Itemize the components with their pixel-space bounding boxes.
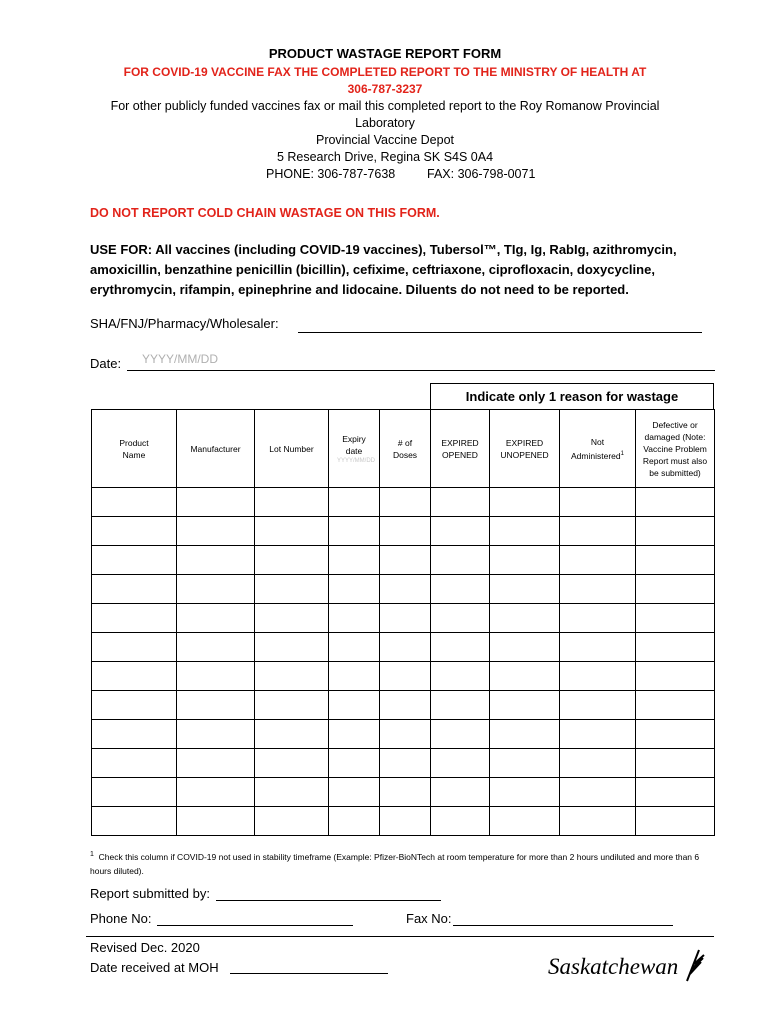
table-cell[interactable] [431,807,490,836]
table-cell[interactable] [431,575,490,604]
col-expired-unopened: EXPIRED UNOPENED [490,410,560,488]
fax-no-label: Fax No: [406,911,452,926]
table-cell[interactable] [636,575,715,604]
col-not-administered [560,410,636,488]
table-cell[interactable] [380,488,431,517]
table-cell[interactable] [92,575,177,604]
sha-input[interactable] [298,315,702,333]
table-cell[interactable] [560,575,636,604]
not-administered-footnote-ref: 1 [620,450,624,457]
table-cell[interactable] [490,546,560,575]
table-cell[interactable] [431,633,490,662]
footnote [90,848,720,878]
table-cell[interactable] [431,604,490,633]
table-cell[interactable] [92,604,177,633]
table-cell[interactable] [380,575,431,604]
table-cell[interactable] [255,691,329,720]
table-cell[interactable] [636,749,715,778]
table-cell[interactable] [431,517,490,546]
col-expired-opened: EXPIRED OPENED [431,410,490,488]
col-product-name: Product Name [92,410,177,488]
table-cell[interactable] [490,633,560,662]
table-cell[interactable] [255,546,329,575]
form-title: PRODUCT WASTAGE REPORT FORM [268,46,502,61]
table-row [92,517,715,546]
table-cell[interactable] [490,807,560,836]
wheat-icon [685,948,707,982]
table-cell[interactable] [255,662,329,691]
depot-fax: FAX: 306-798-0071 [427,167,536,181]
table-cell[interactable] [560,720,636,749]
table-cell[interactable] [329,546,380,575]
table-cell[interactable] [431,749,490,778]
table-cell[interactable] [490,778,560,807]
table-cell[interactable] [255,807,329,836]
cold-chain-warning: DO NOT REPORT COLD CHAIN WASTAGE ON THIS FORM. [90,206,440,220]
table-cell[interactable] [490,749,560,778]
table-cell[interactable] [92,807,177,836]
table-cell[interactable] [177,633,255,662]
depot-phone: PHONE: 306-787-7638 [266,167,396,181]
table-cell[interactable] [255,575,329,604]
table-cell[interactable] [636,517,715,546]
table-cell[interactable] [636,546,715,575]
table-cell[interactable] [380,807,431,836]
table-cell[interactable] [636,807,715,836]
table-cell[interactable] [329,691,380,720]
table-cell[interactable] [255,488,329,517]
table-cell[interactable] [177,575,255,604]
table-cell[interactable] [636,488,715,517]
table-cell[interactable] [560,488,636,517]
col-lot-number: Lot Number [255,410,329,488]
table-row [92,633,715,662]
other-vaccines-instruction: For other publicly funded vaccines fax or mail this completed report to the Roy Romanow Provincial [110,99,660,113]
table-cell[interactable] [560,691,636,720]
table-cell[interactable] [636,720,715,749]
use-for-text: USE FOR: All vaccines (including COVID-19 vaccines), Tubersol™, TIg, Ig, RabIg, azithromycin, amoxicillin, benzathine penicillin (bicillin), cefixime, ceftriaxone, ciprofloxacin, doxycycline, erythromycin, rifampin, epinephrine and lidocaine. Diluents do not need to be reported. [90,242,677,297]
table-cell[interactable] [92,633,177,662]
table-cell[interactable] [329,488,380,517]
logo-text: Saskatchewan [548,954,679,979]
table-cell[interactable] [380,749,431,778]
table-cell[interactable] [92,488,177,517]
table-row [92,778,715,807]
table-row [92,575,715,604]
depot-name: Provincial Vaccine Depot [315,133,455,147]
table-cell[interactable] [560,807,636,836]
table-cell[interactable] [92,662,177,691]
table-cell[interactable] [431,720,490,749]
table-cell[interactable] [329,604,380,633]
table-cell[interactable] [177,691,255,720]
saskatchewan-logo [548,954,678,980]
laboratory-line: Laboratory [355,116,415,130]
table-cell[interactable] [92,778,177,807]
table-cell[interactable] [92,517,177,546]
date-label: Date: [90,356,122,371]
table-cell[interactable] [329,633,380,662]
table-cell[interactable] [490,517,560,546]
table-cell[interactable] [431,691,490,720]
table-row [92,488,715,517]
table-cell[interactable] [329,749,380,778]
depot-address: 5 Research Drive, Regina SK S4S 0A4 [276,150,494,164]
date-received-label: Date received at MOH [90,960,219,975]
table-cell[interactable] [380,691,431,720]
table-cell[interactable] [636,604,715,633]
table-cell[interactable] [177,807,255,836]
footer-divider [86,936,714,937]
table-cell[interactable] [636,633,715,662]
table-cell[interactable] [431,488,490,517]
table-cell[interactable] [490,691,560,720]
revised-date: Revised Dec. 2020 [90,940,200,955]
phone-no-label: Phone No: [90,911,152,926]
col-manufacturer: Manufacturer [177,410,255,488]
table-cell[interactable] [177,488,255,517]
phone-no-input[interactable] [157,909,353,926]
table-row [92,749,715,778]
sha-label: SHA/FNJ/Pharmacy/Wholesaler: [90,316,279,331]
table-cell[interactable] [636,778,715,807]
table-cell[interactable] [255,778,329,807]
reason-header: Indicate only 1 reason for wastage [430,383,714,410]
table-cell[interactable] [560,517,636,546]
date-input[interactable] [127,353,715,371]
table-cell[interactable] [490,604,560,633]
expiry-date-hint: YYYY/MM/DD [337,457,376,464]
table-cell[interactable] [255,633,329,662]
table-cell[interactable] [431,546,490,575]
footnote-marker: 1 [90,851,94,858]
table-cell[interactable] [560,633,636,662]
table-cell[interactable] [92,720,177,749]
table-cell[interactable] [255,749,329,778]
table-cell[interactable] [431,778,490,807]
table-cell[interactable] [177,662,255,691]
expiry-date-label: Expiry date [342,433,366,456]
table-cell[interactable] [636,662,715,691]
table-cell[interactable] [380,778,431,807]
table-header-row [92,410,715,488]
table-cell[interactable] [560,546,636,575]
table-cell[interactable] [329,575,380,604]
table-cell[interactable] [380,662,431,691]
table-cell[interactable] [329,517,380,546]
table-cell[interactable] [490,575,560,604]
table-row [92,691,715,720]
table-cell[interactable] [255,604,329,633]
footnote-text: Check this column if COVID-19 not used in stability timeframe (Example: Pfizer-BioNTech at room temperature for more than 2 hours undiluted and more than 6 hours diluted). [90,851,700,876]
table-cell[interactable] [177,720,255,749]
covid-fax-instruction: FOR COVID-19 VACCINE FAX THE COMPLETED REPORT TO THE MINISTRY OF HEALTH AT [123,65,647,79]
table-cell[interactable] [329,807,380,836]
table-cell[interactable] [560,662,636,691]
table-cell[interactable] [255,720,329,749]
not-administered-label: Not Administered [571,436,621,461]
table-cell[interactable] [380,720,431,749]
table-cell[interactable] [92,546,177,575]
table-cell[interactable] [560,749,636,778]
table-row [92,604,715,633]
table-cell[interactable] [560,778,636,807]
table-cell[interactable] [92,749,177,778]
table-row [92,662,715,691]
table-row [92,546,715,575]
report-submitted-label: Report submitted by: [90,886,210,901]
fax-no-input[interactable] [453,909,673,926]
col-doses: # of Doses [380,410,431,488]
table-cell[interactable] [431,662,490,691]
table-cell[interactable] [177,517,255,546]
table-cell[interactable] [490,662,560,691]
wastage-table [91,409,715,836]
table-cell[interactable] [177,778,255,807]
covid-fax-number: 306-787-3237 [347,82,423,96]
table-cell[interactable] [490,720,560,749]
table-cell[interactable] [380,633,431,662]
table-cell[interactable] [490,488,560,517]
table-cell[interactable] [380,604,431,633]
table-cell[interactable] [329,778,380,807]
table-cell[interactable] [177,546,255,575]
date-received-input[interactable] [230,957,388,974]
table-cell[interactable] [380,546,431,575]
table-row [92,720,715,749]
table-cell[interactable] [636,691,715,720]
table-row [92,807,715,836]
date-placeholder: YYYY/MM/DD [142,352,219,366]
table-cell[interactable] [329,720,380,749]
table-cell[interactable] [560,604,636,633]
table-cell[interactable] [177,604,255,633]
report-submitted-input[interactable] [216,884,441,901]
table-cell[interactable] [255,517,329,546]
col-expiry-date [329,410,380,488]
table-cell[interactable] [177,749,255,778]
table-cell[interactable] [92,691,177,720]
table-cell[interactable] [329,662,380,691]
col-defective-damaged: Defective or damaged (Note: Vaccine Problem Report must also be submitted) [636,410,715,488]
table-cell[interactable] [380,517,431,546]
